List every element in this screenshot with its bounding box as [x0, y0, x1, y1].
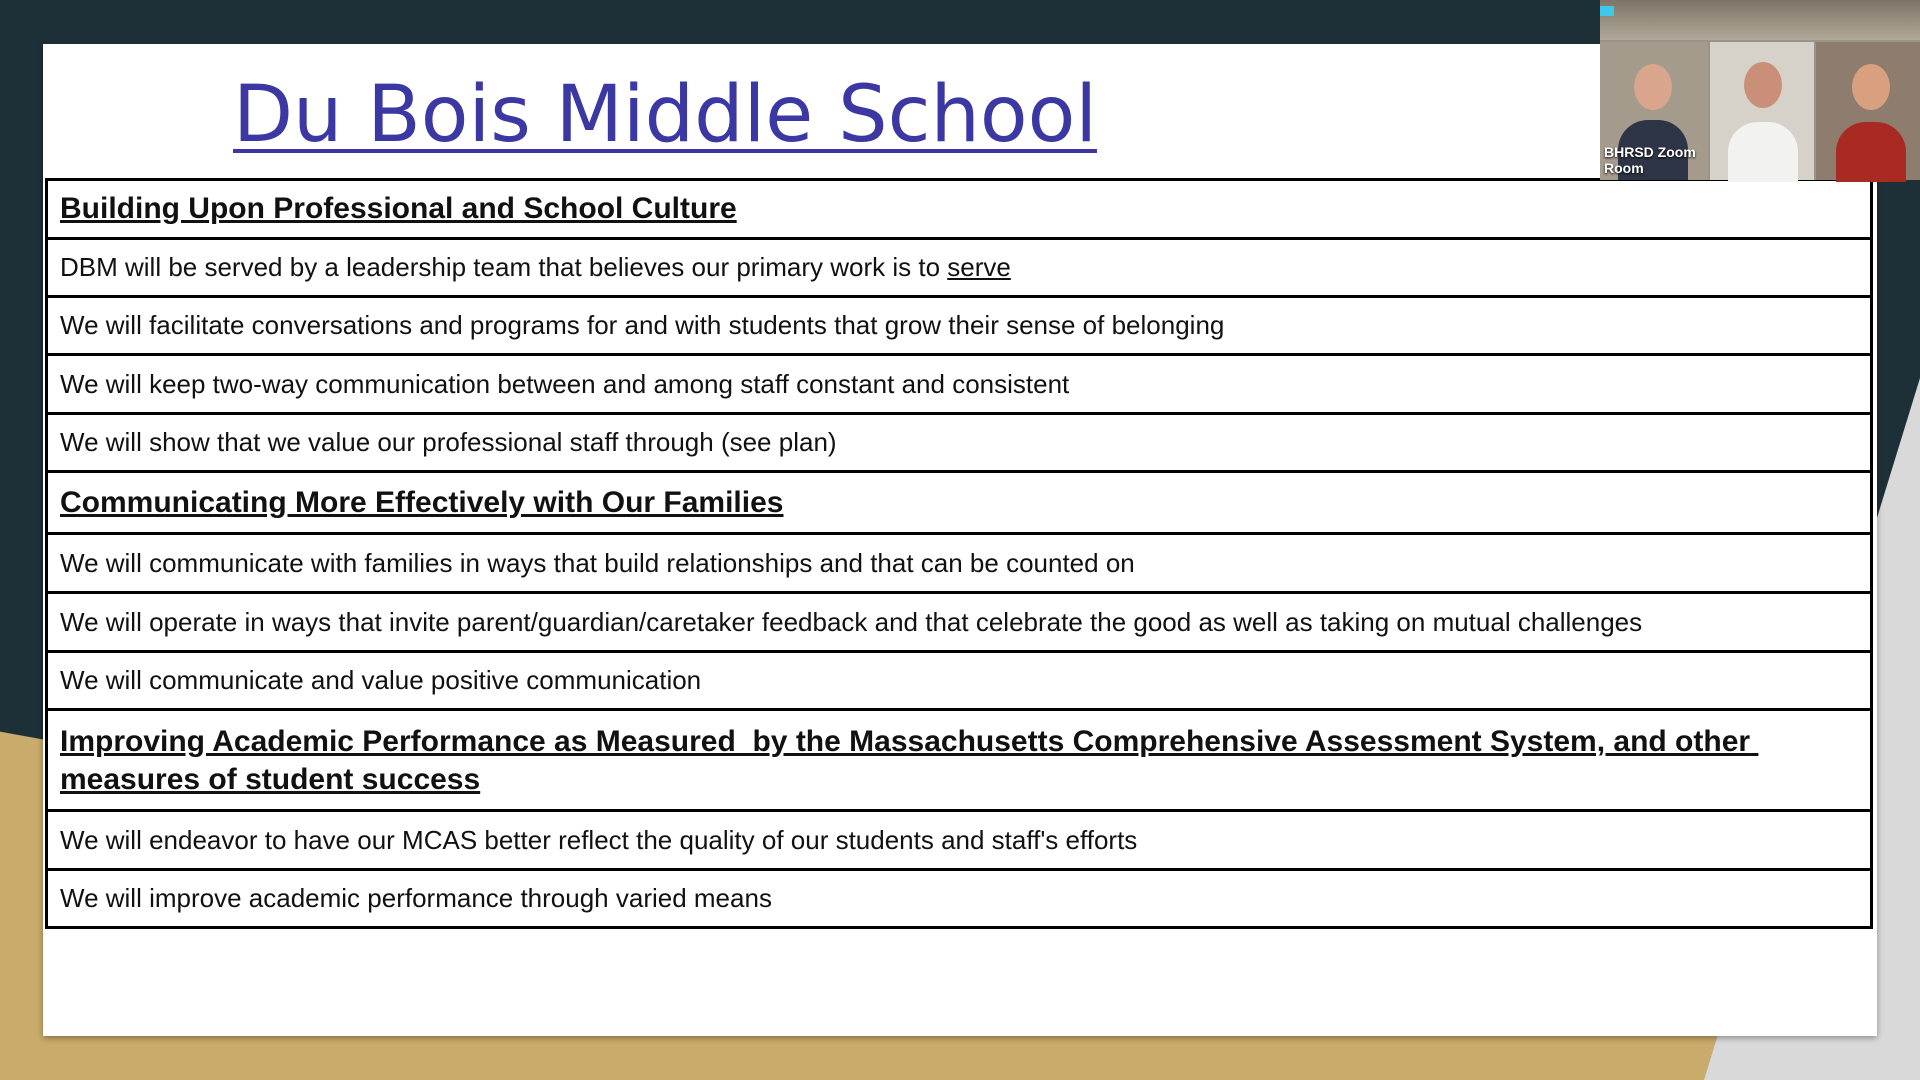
heading-text: Building Upon Professional and School Culture [60, 192, 737, 225]
row-text: We will facilitate conversations and programs for and with students that grow their sense of belonging [60, 310, 1225, 340]
row-text: We will communicate with families in ways that build relationships and that can be counted on [60, 547, 1135, 578]
heading-text: Improving Academic Performance as Measured by the Massachusetts Comprehensive Assessment System, and other measures of student success [60, 725, 1759, 796]
row-text: We will operate in ways that invite parent/guardian/caretaker feedback and that celebrate the good as well as taking on mutual challenges [60, 606, 1643, 637]
row-text: We will communicate and value positive communication [60, 665, 702, 695]
participant-name-label: BHRSD Zoom Room [1604, 144, 1696, 176]
table-row-heading [45, 473, 1873, 535]
goals-table [45, 178, 1873, 929]
table-row [45, 415, 1873, 473]
table-row [45, 594, 1873, 653]
video-tile-participant-1[interactable] [1600, 42, 1708, 180]
table-row [45, 298, 1873, 356]
row-text: DBM will be served by a leadership team that believes our primary work is to [60, 252, 948, 282]
video-tile-participant-3[interactable] [1816, 42, 1920, 180]
table-row [45, 356, 1873, 415]
row-text: We will keep two-way communication between and among staff constant and consistent [60, 368, 1070, 399]
row-text: We will endeavor to have our MCAS better reflect the quality of our students and staff's efforts [60, 824, 1138, 855]
heading-text: Communicating More Effectively with Our Families [60, 485, 784, 519]
table-row [45, 653, 1873, 711]
table-row-heading [45, 178, 1873, 240]
recording-indicator-icon [1600, 6, 1614, 16]
table-row [45, 535, 1873, 594]
slide-title: Du Bois Middle School [233, 70, 1098, 160]
person-head [1744, 62, 1782, 108]
presentation-slide [43, 44, 1877, 1036]
person-head [1634, 64, 1672, 110]
person-body [1836, 122, 1906, 182]
table-row [45, 812, 1873, 871]
video-conference-thumbnail[interactable] [1600, 0, 1920, 180]
row-text: We will improve academic performance through varied means [60, 883, 772, 913]
room-camera-strip [1600, 0, 1920, 40]
table-row [45, 871, 1873, 929]
video-tile-participant-2[interactable] [1710, 42, 1814, 180]
person-head [1852, 64, 1890, 110]
table-row [45, 240, 1873, 298]
person-body [1728, 122, 1798, 182]
row-emphasis-text: serve [947, 252, 1011, 282]
row-text: We will show that we value our professional staff through (see plan) [60, 427, 837, 457]
table-row-heading [45, 711, 1873, 812]
